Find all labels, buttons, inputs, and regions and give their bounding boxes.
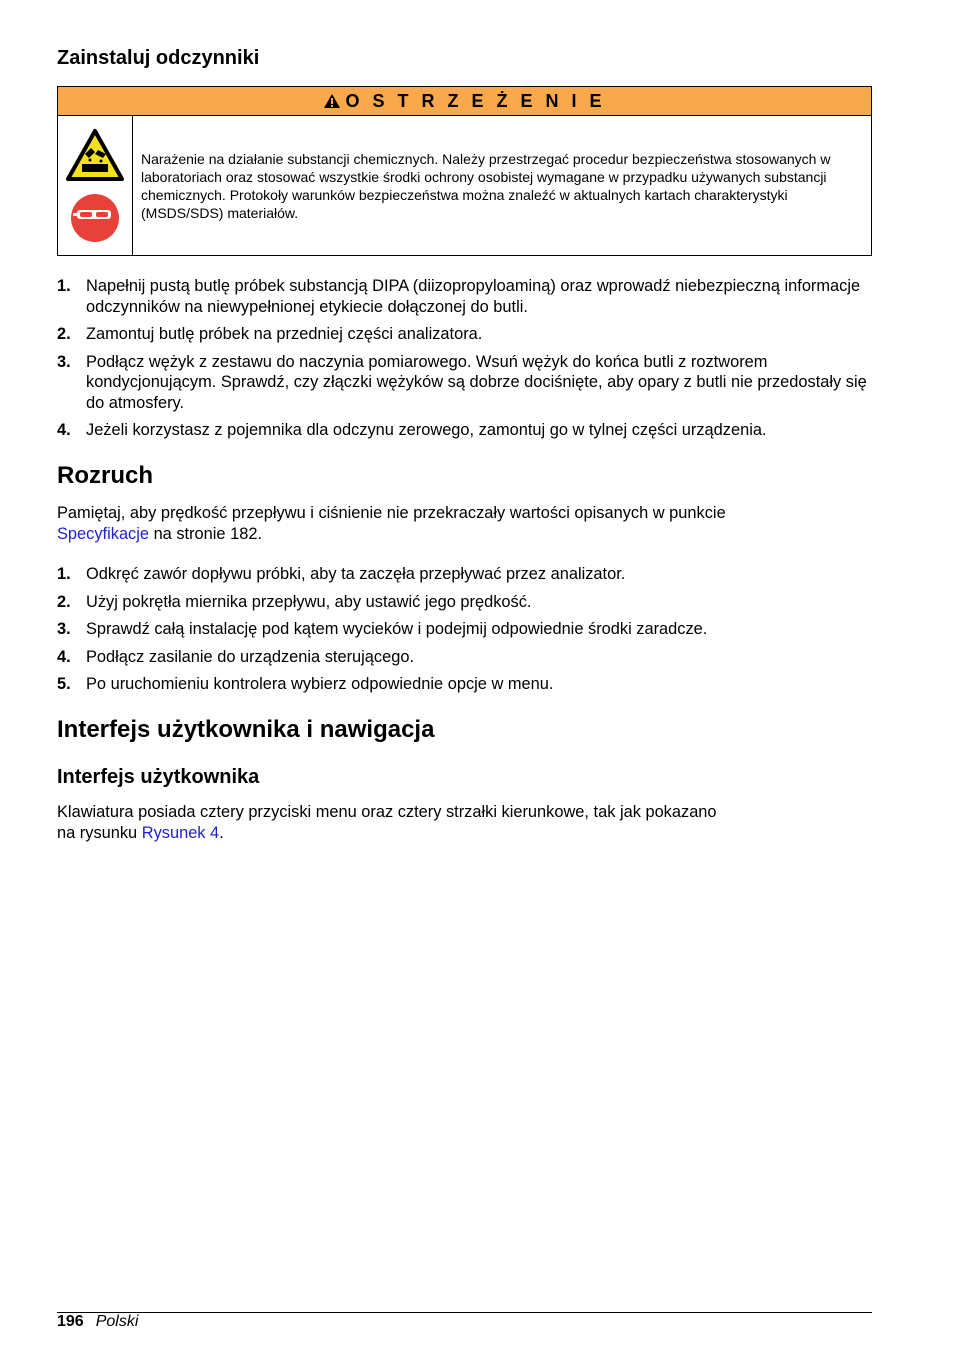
warning-box <box>57 86 872 256</box>
subsection-title-ui: Interfejs użytkownika <box>57 766 260 788</box>
list-item: 2. Użyj pokrętła miernika przepływu, aby ustawić jego prędkość. <box>57 592 532 611</box>
list-item: 3. Podłącz wężyk z zestawu do naczynia pomiarowego. Wsuń wężyk do końca butli z roztworem kondycjonującym. Sprawdź, czy złączki wężyków są dobrze dociśnięte, aby opary z butli nie przedostały się do atmosfery. <box>57 352 867 412</box>
page-number: 196 <box>57 1313 84 1330</box>
warning-text: Narażenie na działanie substancji chemicznych. Należy przestrzegać procedur bezpieczeństwa stosowanych w laboratoriach oraz stosować wszystkie środki ochrony osobistej wymagane w przypadku używanych substancji chemicznych. Protokoły warunków bezpieczeństwa można znaleźć w aktualnych kartach charakterystyki (MSDS/SDS) materiałów. <box>141 151 831 221</box>
protective-eyewear-icon <box>69 192 121 244</box>
list-item: 4. Podłącz zasilanie do urządzenia sterującego. <box>57 647 415 666</box>
warning-label: O S T R Z E Ż E N I E <box>345 90 606 111</box>
warning-triangle-icon <box>323 93 341 109</box>
footer-language: Polski <box>95 1313 139 1330</box>
page-footer <box>57 1313 138 1331</box>
list-item: 4. Jeżeli korzystasz z pojemnika dla odczynu zerowego, zamontuj go w tylnej części urządzenia. <box>57 421 767 439</box>
specifications-link[interactable]: Specyfikacje <box>57 524 150 543</box>
list-item: 2. Zamontuj butlę próbek na przedniej części analizatora. <box>57 325 483 343</box>
footer-divider <box>57 1312 872 1313</box>
install-steps-list <box>57 276 867 448</box>
section-title-ui-navigation: Interfejs użytkownika i nawigacja <box>57 716 435 743</box>
section-title-install-reagents: Zainstaluj odczynniki <box>57 47 260 69</box>
startup-intro: Pamiętaj, aby prędkość przepływu i ciśnienie nie przekraczały wartości opisanych w punkcie Specyfikacje na stronie 182. <box>57 504 726 543</box>
list-item: 5. Po uruchomieniu kontrolera wybierz odpowiednie opcje w menu. <box>57 675 554 693</box>
startup-steps-list <box>57 564 867 702</box>
chemical-hazard-icon <box>65 128 125 182</box>
section-title-startup: Rozruch <box>57 462 153 489</box>
ui-paragraph: Klawiatura posiada cztery przyciski menu oraz cztery strzałki kierunkowe, tak jak pokazano na rysunku Rysunek 4. <box>57 803 717 842</box>
warning-header <box>58 87 871 116</box>
figure-4-link[interactable]: Rysunek 4 <box>141 823 220 842</box>
list-item: 1. Napełnij pustą butlę próbek substancją DIPA (diizopropyloaminą) oraz wprowadź niebezpieczną informacje odczynników na niewypełnionej etykiecie dołączonej do butli. <box>57 277 861 316</box>
list-item: 1. Odkręć zawór dopływu próbki, aby ta zaczęła przepływać przez analizator. <box>57 565 626 583</box>
list-item: 3. Sprawdź całą instalację pod kątem wycieków i podejmij odpowiednie środki zaradcze. <box>57 620 708 638</box>
